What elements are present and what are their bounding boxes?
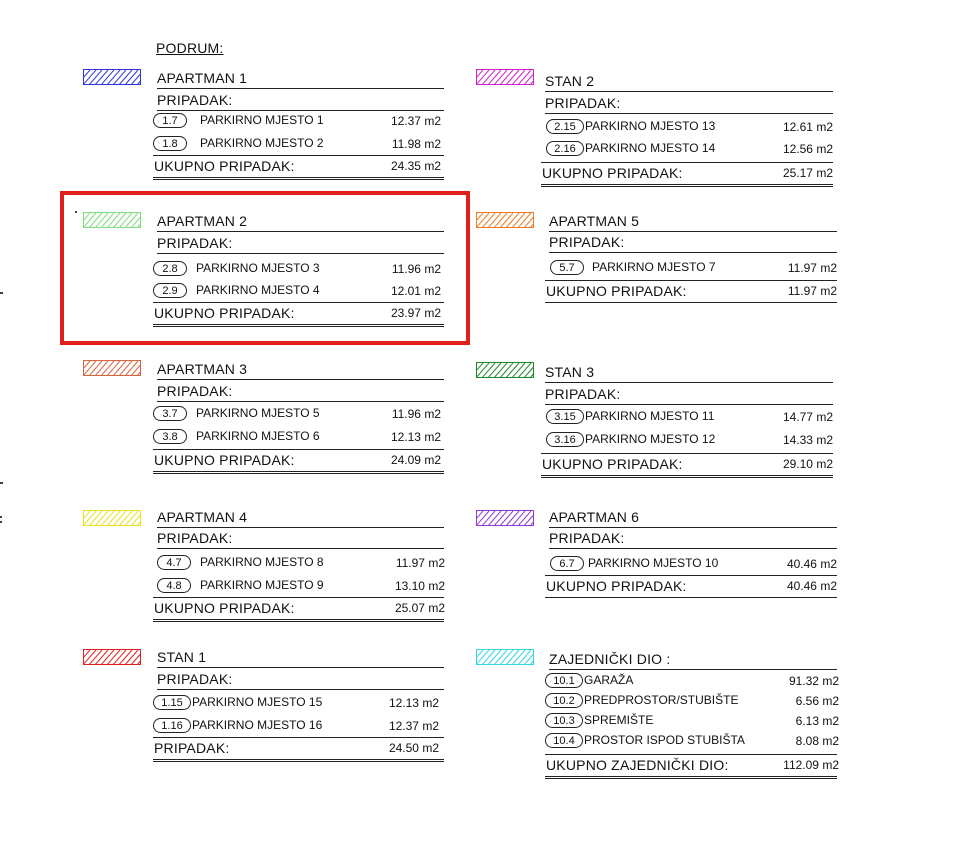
item-label: GARAŽA [584, 673, 634, 687]
divider [157, 379, 444, 380]
total-area: 25.07 m2 [394, 601, 445, 615]
item-area: 11.98 m2 [391, 137, 441, 151]
total-underline [541, 184, 833, 187]
divider [541, 453, 833, 454]
divider [153, 155, 444, 156]
item-label: SPREMIŠTE [584, 713, 654, 727]
unit-name-apartman2: APARTMAN 2 [157, 213, 248, 229]
divider [157, 548, 444, 549]
divider [157, 689, 444, 690]
item-area: 12.56 m2 [782, 142, 833, 156]
total-label: UKUPNO PRIPADAK: [154, 305, 295, 321]
divider [157, 110, 444, 111]
hatch-swatch-stan1 [83, 649, 141, 665]
unit-name-stan1: STAN 1 [157, 649, 207, 665]
item-badge: 3.7 [153, 406, 187, 421]
total-area: 24.50 m2 [388, 741, 439, 755]
total-area: 112.09 m2 [783, 758, 839, 772]
divider [157, 667, 444, 668]
item-label: PARKIRNO MJESTO 5 [196, 406, 320, 420]
unit-name-apartman4: APARTMAN 4 [157, 509, 248, 525]
total-underline [153, 177, 444, 180]
divider [157, 88, 444, 89]
divider [545, 575, 837, 576]
total-underline [541, 475, 833, 478]
item-area: 11.97 m2 [395, 556, 445, 570]
divider [549, 527, 837, 528]
item-area: 14.33 m2 [782, 433, 833, 447]
item-label: PARKIRNO MJESTO 13 [585, 119, 716, 133]
item-area: 91.32 m2 [788, 674, 839, 688]
edge-mark [0, 292, 3, 294]
total-label: UKUPNO PRIPADAK: [154, 158, 295, 174]
total-area: 25.17 m2 [782, 166, 833, 180]
divider [549, 252, 837, 253]
item-label: PARKIRNO MJESTO 12 [585, 432, 716, 446]
unit-name-stan3: STAN 3 [545, 364, 595, 380]
unit-name-apartman6: APARTMAN 6 [549, 509, 640, 525]
item-label: PARKIRNO MJESTO 11 [585, 409, 715, 423]
item-label: PARKIRNO MJESTO 7 [592, 260, 716, 274]
item-area: 12.01 m2 [390, 284, 441, 298]
hatch-swatch-apartman5 [476, 212, 534, 228]
pripadak-label: PRIPADAK: [549, 530, 625, 546]
page-title: PODRUM: [156, 40, 224, 56]
hatch-swatch-stan3 [476, 362, 534, 378]
item-area: 6.56 m2 [795, 694, 839, 708]
total-area: 40.46 m2 [786, 579, 837, 593]
edge-mark [0, 516, 2, 518]
item-badge: 3.16 [546, 432, 584, 447]
total-underline [545, 776, 837, 779]
item-badge: 1.8 [153, 136, 187, 151]
hatch-swatch-stan2 [476, 69, 534, 85]
item-badge: 3.8 [153, 429, 187, 444]
hatch-swatch-apartman4 [83, 510, 141, 526]
item-label: PARKIRNO MJESTO 2 [200, 136, 324, 150]
pripadak-label: PRIPADAK: [157, 671, 233, 687]
item-area: 6.13 m2 [795, 714, 839, 728]
item-badge: 4.7 [157, 555, 191, 570]
item-badge: 6.7 [550, 556, 584, 571]
total-underline [153, 759, 444, 762]
total-label: UKUPNO ZAJEDNIČKI DIO: [546, 757, 729, 773]
item-area: 12.37 m2 [388, 719, 439, 733]
item-badge: 4.8 [157, 578, 191, 593]
item-label: PREDPROSTOR/STUBIŠTE [584, 693, 739, 707]
divider [157, 401, 444, 402]
edge-mark [0, 521, 2, 523]
total-label: UKUPNO PRIPADAK: [546, 578, 687, 594]
divider [545, 754, 837, 755]
item-badge: 2.16 [546, 141, 584, 156]
hatch-swatch-apartman2 [83, 212, 141, 228]
divider [545, 91, 833, 92]
total-area: 24.09 m2 [390, 453, 441, 467]
divider [545, 404, 833, 405]
total-underline [545, 302, 837, 303]
item-label: PARKIRNO MJESTO 10 [588, 556, 719, 570]
item-area: 40.46 m2 [786, 557, 837, 571]
item-badge: 10.4 [545, 733, 583, 748]
item-label: PARKIRNO MJESTO 15 [192, 695, 323, 709]
item-badge: 1.16 [153, 718, 191, 733]
divider [541, 162, 833, 163]
divider [153, 449, 444, 450]
divider [157, 253, 444, 254]
edge-mark [75, 211, 77, 213]
unit-name-apartman1: APARTMAN 1 [157, 70, 248, 86]
divider [157, 527, 444, 528]
item-badge: 2.8 [153, 261, 187, 276]
item-label: PARKIRNO MJESTO 16 [192, 718, 323, 732]
edge-mark [0, 482, 3, 484]
item-badge: 10.1 [545, 673, 583, 688]
total-area: 24.35 m2 [390, 159, 441, 173]
hatch-swatch-apartman3 [83, 360, 141, 376]
item-label: PARKIRNO MJESTO 1 [200, 113, 324, 127]
pripadak-label: PRIPADAK: [549, 234, 625, 250]
item-area: 11.96 m2 [391, 407, 441, 421]
divider [153, 737, 444, 738]
item-label: PARKIRNO MJESTO 6 [196, 429, 320, 443]
item-badge: 3.15 [546, 409, 584, 424]
item-label: PARKIRNO MJESTO 4 [196, 283, 320, 297]
total-underline [153, 324, 444, 327]
item-label: PARKIRNO MJESTO 8 [200, 555, 324, 569]
item-area: 14.77 m2 [782, 410, 833, 424]
total-label: UKUPNO PRIPADAK: [154, 452, 295, 468]
item-badge: 5.7 [550, 260, 584, 275]
item-area: 12.13 m2 [388, 696, 439, 710]
item-badge: 1.15 [153, 695, 191, 710]
hatch-swatch-apartman1 [83, 69, 141, 85]
item-label: PARKIRNO MJESTO 3 [196, 261, 320, 275]
item-area: 8.08 m2 [795, 734, 839, 748]
unit-name-apartman5: APARTMAN 5 [549, 213, 640, 229]
total-area: 23.97 m2 [390, 306, 441, 320]
item-area: 11.97 m2 [787, 261, 837, 275]
hatch-swatch-zajednicki [476, 649, 534, 665]
total-area: 11.97 m2 [787, 284, 837, 298]
divider [545, 113, 833, 114]
divider [549, 669, 837, 670]
hatch-swatch-apartman6 [476, 510, 534, 526]
item-label: PARKIRNO MJESTO 14 [585, 141, 716, 155]
item-area: 12.61 m2 [782, 120, 833, 134]
pripadak-label: PRIPADAK: [157, 530, 233, 546]
item-label: PARKIRNO MJESTO 9 [200, 578, 324, 592]
total-underline [153, 471, 444, 474]
item-area: 12.37 m2 [390, 114, 441, 128]
item-area: 13.10 m2 [394, 579, 445, 593]
unit-name-apartman3: APARTMAN 3 [157, 361, 248, 377]
total-area: 29.10 m2 [782, 457, 833, 471]
pripadak-label: PRIPADAK: [545, 95, 621, 111]
pripadak-label: PRIPADAK: [157, 235, 233, 251]
item-label: PROSTOR ISPOD STUBIŠTA [584, 733, 745, 747]
pripadak-label: PRIPADAK: [545, 386, 621, 402]
unit-name-zajednicki: ZAJEDNIČKI DIO : [549, 651, 671, 667]
item-badge: 2.9 [153, 283, 187, 298]
item-badge: 1.7 [153, 113, 187, 128]
divider [545, 382, 833, 383]
total-label: UKUPNO PRIPADAK: [542, 165, 683, 181]
divider [153, 302, 444, 303]
item-badge: 10.3 [545, 713, 583, 728]
divider [549, 548, 837, 549]
item-area: 11.96 m2 [391, 262, 441, 276]
unit-name-stan2: STAN 2 [545, 73, 595, 89]
total-label: UKUPNO PRIPADAK: [546, 283, 687, 299]
total-label: PRIPADAK: [154, 740, 230, 756]
divider [157, 231, 444, 232]
item-area: 12.13 m2 [390, 430, 441, 444]
total-label: UKUPNO PRIPADAK: [154, 600, 295, 616]
divider [545, 280, 837, 281]
item-badge: 10.2 [545, 693, 583, 708]
total-underline [153, 619, 444, 622]
total-label: UKUPNO PRIPADAK: [542, 456, 683, 472]
total-underline [545, 597, 837, 598]
item-badge: 2.15 [546, 119, 584, 134]
divider [549, 231, 837, 232]
pripadak-label: PRIPADAK: [157, 92, 233, 108]
divider [153, 597, 444, 598]
pripadak-label: PRIPADAK: [157, 383, 233, 399]
